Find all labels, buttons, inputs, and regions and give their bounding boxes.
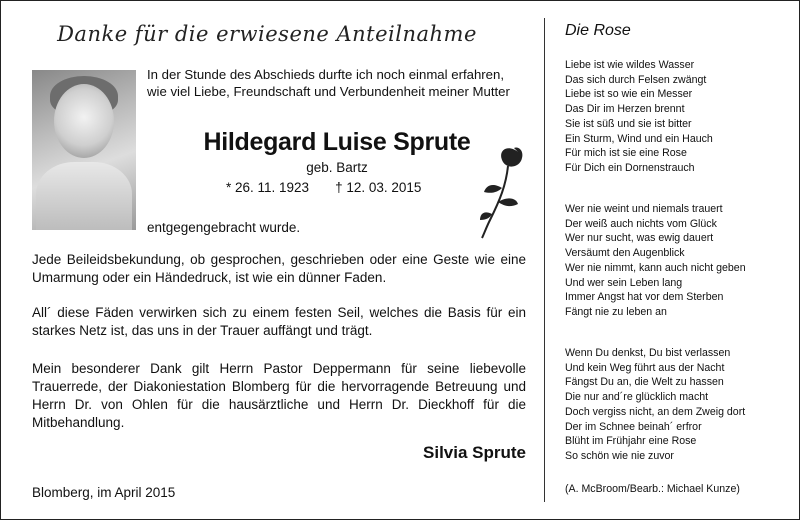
- poem-line: Die nur and´re glücklich macht: [565, 391, 709, 404]
- poem-line: Liebe ist so wie ein Messer: [565, 88, 693, 101]
- poem-credit: (A. McBroom/Bearb.: Michael Kunze): [565, 483, 740, 495]
- life-dates: [226, 180, 496, 195]
- poem-line: Fängt nie zu leben an: [565, 305, 667, 318]
- poem-line: Für mich ist sie eine Rose: [565, 147, 687, 160]
- poem-line: Versäumt den Augenblick: [565, 247, 685, 260]
- birth-date: * 26. 11. 1923: [226, 180, 310, 195]
- poem-line: Liebe ist wie wildes Wasser: [565, 59, 695, 71]
- poem-line: Wenn Du denkst, Du bist verlassen: [565, 347, 731, 359]
- poem-line: Blüht im Frühjahr eine Rose: [565, 435, 697, 448]
- paragraph-condolences: Jede Beileidsbekundung, ob gesprochen, geschrieben oder eine Geste wie eine Umarmung oder ein Händedruck, ist wie ein dünner Faden.: [32, 252, 526, 285]
- poem-line: Doch vergiss nicht, an dem Zweig dort: [565, 405, 746, 418]
- place-date: Blomberg, im April 2015: [32, 485, 176, 500]
- poem-line: Der im Schnee beinah´ erfror: [565, 420, 702, 433]
- poem-line: Fängst Du an, die Welt zu hassen: [565, 376, 724, 389]
- maiden-name: geb. Bartz: [306, 160, 368, 175]
- portrait-photo: [32, 70, 136, 230]
- poem-line: Der weiß auch nichts vom Glück: [565, 217, 717, 230]
- after-text: entgegengebracht wurde.: [147, 220, 301, 235]
- intro-text: In der Stunde des Abschieds durfte ich noch einmal erfahren, wie viel Liebe, Freundschaft und Verbundenheit meiner Mutter: [147, 67, 510, 99]
- poem-stanza-1: [565, 58, 790, 176]
- poem-line: Sie ist süß und sie ist bitter: [565, 117, 692, 130]
- poem-line: Das Dir im Herzen brennt: [565, 103, 685, 116]
- paragraph-thanks: Mein besonderer Dank gilt Herrn Pastor Deppermann für seine liebevolle Trauerrede, der Diakoniestation Blomberg für die hervorragende Betreuung und Herrn Dr. von Ohlen für die hausärztliche und Herrn Dr. Dieckhoff für die Mitbehandlung.: [32, 361, 526, 430]
- death-date: † 12. 03. 2015: [335, 180, 422, 195]
- signature: Silvia Sprute: [423, 443, 526, 462]
- poem-line: So schön wie nie zuvor: [565, 449, 674, 462]
- poem-stanza-3: [565, 346, 790, 464]
- column-divider: [544, 18, 545, 502]
- deceased-name: Hildegard Luise Sprute: [203, 128, 471, 156]
- poem-line: Immer Angst hat vor dem Sterben: [565, 291, 724, 304]
- poem-line: Und wer sein Leben lang: [565, 276, 683, 289]
- rose-icon: [478, 140, 538, 240]
- poem-line: Wer nie nimmt, kann auch nicht geben: [565, 261, 746, 274]
- poem-stanza-2: [565, 202, 790, 320]
- notice-heading: Danke für die erwiesene Anteilnahme: [57, 22, 477, 46]
- poem-line: Und kein Weg führt aus der Nacht: [565, 361, 725, 374]
- poem-title: Die Rose: [565, 22, 631, 39]
- poem-line: Wer nur sucht, was ewig dauert: [565, 232, 714, 245]
- poem-line: Ein Sturm, Wind und ein Hauch: [565, 132, 713, 145]
- poem-line: Wer nie weint und niemals trauert: [565, 203, 723, 215]
- poem-line: Für Dich ein Dornenstrauch: [565, 161, 695, 174]
- paragraph-threads: All´ diese Fäden verwirken sich zu einem festen Seil, welches die Basis für ein starkes Netz ist, das uns in der Trauer auffängt und trägt.: [32, 305, 526, 338]
- poem-line: Das sich durch Felsen zwängt: [565, 73, 707, 86]
